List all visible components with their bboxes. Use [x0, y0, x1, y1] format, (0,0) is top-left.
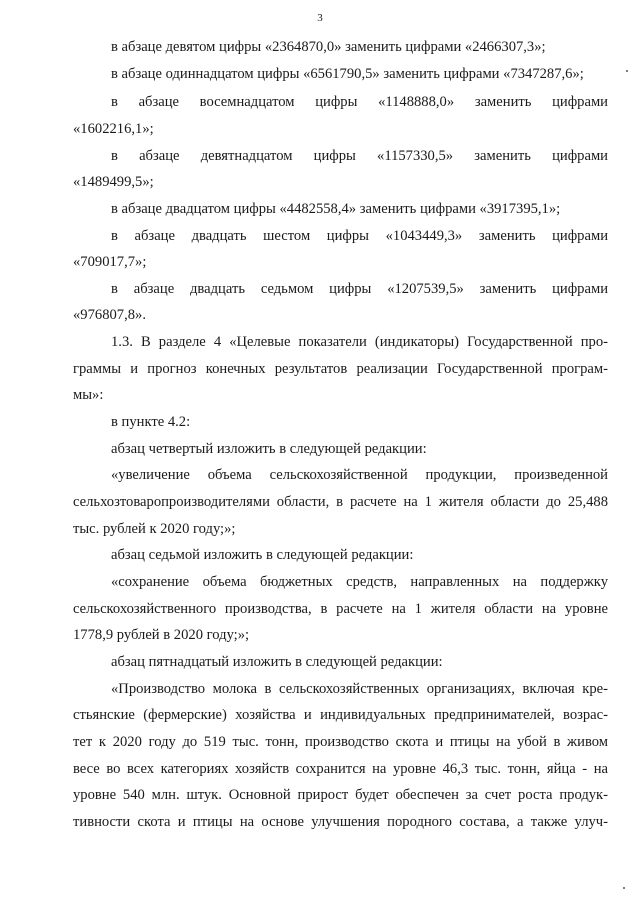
text-line: «709017,7»;	[73, 254, 147, 270]
text-line: в абзаце двадцать шестом цифры «1043449,3» заменить цифрами	[111, 228, 608, 244]
text-line: тет к 2020 году до 519 тыс. тонн, производство скота и птицы на убой в живом	[73, 734, 608, 750]
text-line: уровне 540 млн. штук. Основной прирост будет обеспечен за счет роста продук-	[73, 787, 608, 803]
text-line: абзац седьмой изложить в следующей редакции:	[111, 547, 414, 563]
text-line: граммы и прогноз конечных результатов реализации Государственной програм-	[73, 361, 608, 377]
scan-speck	[626, 70, 628, 72]
text-line: в абзаце двадцатом цифры «4482558,4» заменить цифрами «3917395,1»;	[111, 201, 561, 217]
text-line: «увеличение объема сельскохозяйственной продукции, произведенной	[111, 467, 608, 483]
text-line: мы»:	[73, 387, 104, 403]
text-line: «1602216,1»;	[73, 121, 154, 137]
text-line: в абзаце девятнадцатом цифры «1157330,5» заменить цифрами	[111, 148, 608, 164]
text-line: тыс. рублей к 2020 году;»;	[73, 521, 236, 537]
text-line: весе во всех категориях хозяйств сохранится на уровне 46,3 тыс. тонн, яйца - на	[73, 761, 608, 777]
text-line: 1.3. В разделе 4 «Целевые показатели (индикаторы) Государственной про-	[111, 334, 608, 350]
scan-speck	[623, 887, 625, 889]
text-line: тивности скота и птицы на основе улучшения породного состава, а также улуч-	[73, 814, 608, 830]
text-line: «1489499,5»;	[73, 174, 154, 190]
page-number: 3	[317, 12, 323, 24]
text-line: в пункте 4.2:	[111, 414, 191, 430]
text-line: абзац четвертый изложить в следующей редакции:	[111, 441, 427, 457]
text-line: в абзаце двадцать седьмом цифры «1207539,5» заменить цифрами	[111, 281, 608, 297]
text-line: «976807,8».	[73, 307, 146, 323]
text-line: в абзаце девятом цифры «2364870,0» заменить цифрами «2466307,3»;	[111, 39, 546, 55]
text-line: в абзаце одиннадцатом цифры «6561790,5» заменить цифрами «7347287,6»;	[111, 66, 584, 82]
text-line: 1778,9 рублей в 2020 году;»;	[73, 627, 250, 643]
text-line: «сохранение объема бюджетных средств, направленных на поддержку	[111, 574, 608, 590]
text-line: в абзаце восемнадцатом цифры «1148888,0» заменить цифрами	[111, 94, 608, 110]
text-line: сельскохозяйственного производства, в расчете на 1 жителя области на уровне	[73, 601, 608, 617]
text-line: абзац пятнадцатый изложить в следующей редакции:	[111, 654, 443, 670]
text-line: «Производство молока в сельскохозяйственных организациях, включая кре-	[111, 681, 608, 697]
text-line: стьянские (фермерские) хозяйства и индивидуальных предпринимателей, возрас-	[73, 707, 608, 723]
text-line: сельхозтоваропроизводителями области, в расчете на 1 жителя области до 25,488	[73, 494, 608, 510]
